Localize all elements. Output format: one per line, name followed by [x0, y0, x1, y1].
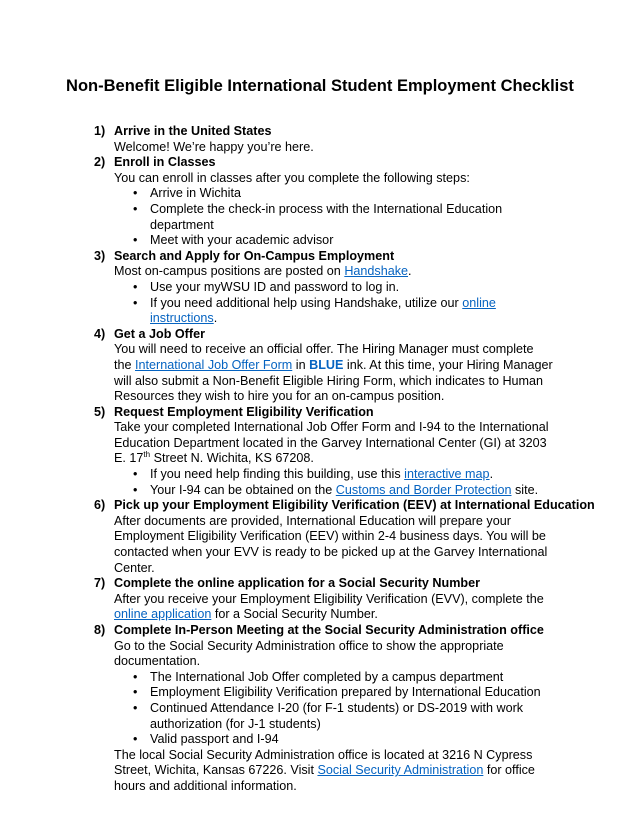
step-number: 8) [94, 623, 106, 637]
handshake-link[interactable]: Handshake [344, 264, 409, 279]
text-segment: If you need help finding this building, use this [150, 467, 405, 482]
bullet-item: • Meet with your academic advisor [150, 233, 550, 249]
step-text [114, 420, 554, 467]
text-segment: ink. At this time, your Hiring Manager will also submit a Non-Benefit Eligible Hiring Form, which indicates to Human Resources they wish to hire you for an on-campus position. [114, 357, 553, 404]
step-3 [0, 249, 640, 327]
step-number: 2) [94, 155, 106, 170]
step-heading: Get a Job Offer [114, 326, 205, 341]
step-heading: Arrive in the United States [114, 124, 272, 138]
text-segment: Take your completed International Job Offer Form and I-94 to the International Education Department located in the Garvey International Center (GI) at 3203 E. 17 [114, 420, 549, 466]
interactive-map-link[interactable]: interactive map [404, 467, 490, 482]
bullet-item [150, 483, 550, 499]
bullet-item: • Complete the check-in process with the International Education department [150, 202, 550, 233]
step-number: 6) [94, 498, 106, 513]
step-1 [0, 124, 640, 155]
page-title: Non-Benefit Eligible International Student Employment Checklist [66, 77, 574, 95]
step-number: 7) [94, 576, 106, 591]
step-heading: Pick up your Employment Eligibility Verification (EEV) at International Education [114, 498, 595, 513]
step-text [114, 342, 554, 404]
text-segment: Street N. Wichita, KS 67208. [150, 451, 314, 466]
step-text: Welcome! We’re happy you’re here. [114, 139, 314, 154]
online-instructions-link[interactable]: online instructions [150, 295, 496, 326]
bullet-item [150, 467, 550, 483]
text-segment: for a Social Security Number. [211, 607, 378, 622]
customs-border-protection-link[interactable]: Customs and Border Protection [335, 482, 512, 497]
bullet-item: • Employment Eligibility Verification prepared by International Education [150, 685, 550, 701]
bullet-item: • The International Job Offer completed by a campus department [150, 670, 550, 686]
step-number: 4) [94, 326, 106, 341]
step-heading: Complete In-Person Meeting at the Social Security Administration office [114, 623, 544, 637]
checklist [0, 124, 640, 795]
step-heading: Request Employment Eligibility Verification [114, 404, 374, 419]
step-text: After documents are provided, International Education will prepare your Employment Eligibility Verification (EEV) within 2-4 business days. You will be contacted when your EVV is ready to be picked up at the Garvey International Center. [114, 513, 548, 575]
step-heading: Complete the online application for a Social Security Number [114, 576, 480, 591]
step-heading: Search and Apply for On-Campus Employment [114, 248, 395, 263]
text-segment: . [408, 264, 412, 279]
text-segment: in [292, 357, 310, 372]
text-segment: . [489, 467, 494, 482]
text-segment: If you need additional help using Handshake, utilize our [150, 295, 463, 310]
step-number: 1) [94, 124, 106, 138]
online-application-link[interactable]: online application [114, 607, 212, 622]
step-7 [0, 576, 640, 623]
step-text [114, 264, 554, 280]
bullet-item: • Continued Attendance I-20 (for F-1 students) or DS-2019 with work authorization (for J-1 students) [150, 701, 550, 732]
superscript: th [143, 450, 151, 460]
bullet-item: • Arrive in Wichita [150, 186, 550, 202]
text-segment: The local Social Security Administration office is located at 3216 N Cypress Street, Wichita, Kansas 67226. Visit [114, 747, 533, 778]
job-offer-form-link[interactable]: International Job Offer Form [135, 357, 293, 372]
text-segment: for office hours and additional information. [114, 763, 535, 793]
step-5 [0, 405, 640, 499]
bullet-item: • Valid passport and I-94 [150, 732, 550, 748]
step-8 [0, 623, 640, 795]
step-text: You can enroll in classes after you complete the following steps: [114, 170, 470, 185]
bullet-item [150, 296, 550, 327]
step-6 [0, 498, 640, 576]
text-segment: You will need to receive an official offer. The Hiring Manager must complete the [114, 342, 534, 372]
text-segment: Your I-94 can be obtained on the [150, 482, 336, 497]
step-number: 3) [94, 248, 106, 263]
text-segment: After you receive your Employment Eligibility Verification (EVV), complete the [114, 591, 544, 606]
blue-emphasis: BLUE [309, 357, 344, 372]
step-text [114, 592, 554, 623]
step-number: 5) [94, 404, 106, 419]
bullet-item: • Use your myWSU ID and password to log in. [150, 280, 550, 296]
social-security-administration-link[interactable]: Social Security Administration [317, 763, 484, 778]
step-text: Go to the Social Security Administration office to show the appropriate documentation. [114, 638, 504, 669]
step-2 [0, 155, 640, 249]
text-segment: site. [511, 482, 539, 497]
text-segment: . [213, 311, 218, 326]
step-heading: Enroll in Classes [114, 155, 216, 170]
closing-text [114, 748, 554, 795]
text-segment: Most on-campus positions are posted on [114, 264, 345, 279]
step-4 [0, 327, 640, 405]
